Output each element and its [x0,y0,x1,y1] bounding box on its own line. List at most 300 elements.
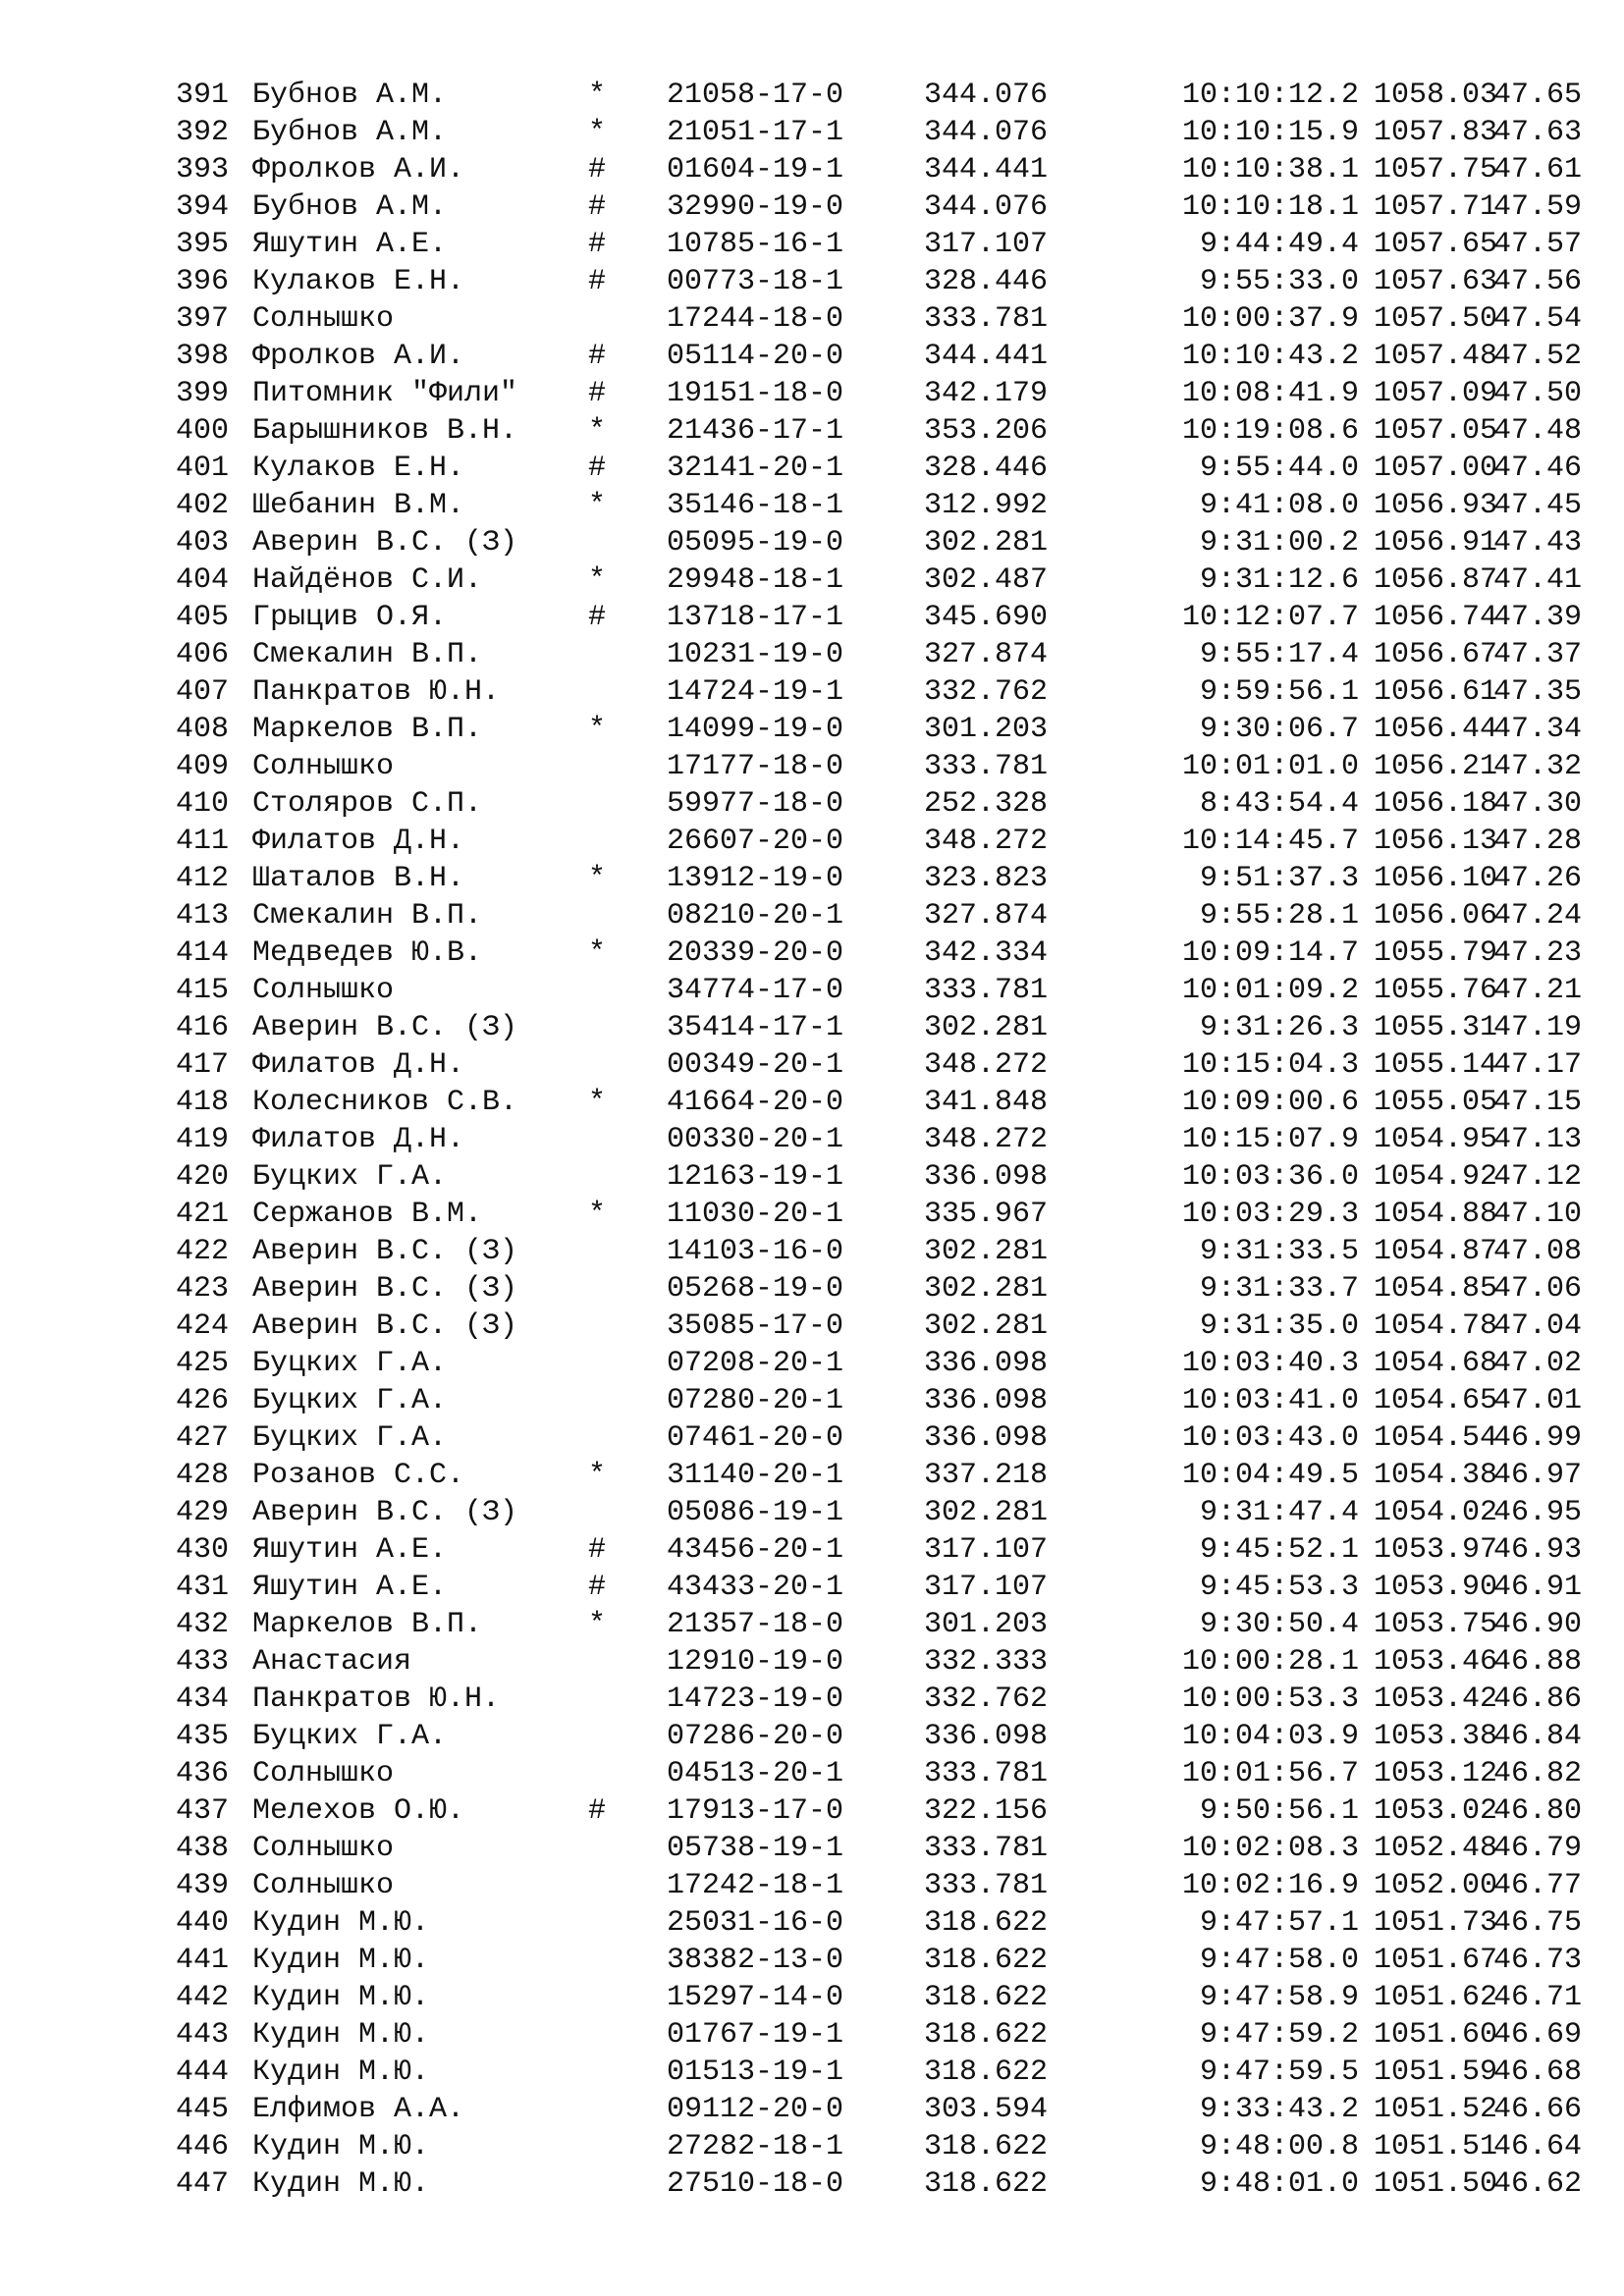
mark-symbol: * [588,936,607,970]
score-value: 46.95 [1492,1496,1582,1529]
result-row [176,338,1590,375]
distance-value: 353.206 [924,414,1049,448]
fancier-name: Солнышко [252,974,395,1007]
result-row [176,375,1590,412]
fancier-name: Буцких Г.А. [252,1347,448,1380]
result-row [176,897,1590,934]
rank-number: 444 [176,2056,230,2089]
fancier-name: Буцких Г.А. [252,1720,448,1753]
arrival-time: 9:47:59.5 [1199,2056,1359,2089]
score-value: 47.01 [1492,1384,1582,1417]
arrival-time: 10:04:03.9 [1181,1720,1359,1753]
ring-number: 32990-19-0 [667,190,844,224]
fancier-name: Панкратов Ю.Н. [252,1682,501,1716]
rank-number: 410 [176,787,230,821]
fancier-name: Кудин М.Ю. [252,2056,430,2089]
score-value: 46.77 [1492,1869,1582,1902]
ring-number: 01767-19-1 [667,2018,844,2052]
arrival-time: 9:55:28.1 [1199,899,1359,933]
result-row [176,1718,1590,1755]
ring-number: 13912-19-0 [667,862,844,895]
arrival-time: 9:55:44.0 [1199,452,1359,485]
rank-number: 396 [176,265,230,298]
score-value: 46.69 [1492,2018,1582,2052]
distance-value: 318.622 [924,2130,1049,2163]
distance-value: 332.333 [924,1645,1049,1679]
mark-symbol: * [588,79,607,112]
fancier-name: Столяров С.П. [252,787,483,821]
result-row [176,114,1590,151]
arrival-time: 10:19:08.6 [1181,414,1359,448]
arrival-time: 10:15:04.3 [1181,1048,1359,1082]
fancier-name: Аверин В.С. (З) [252,526,518,560]
distance-value: 336.098 [924,1347,1049,1380]
fancier-name: Аверин В.С. (З) [252,1309,518,1343]
score-value: 47.12 [1492,1160,1582,1194]
result-row [176,1979,1590,2016]
fancier-name: Яшутин А.Е. [252,228,448,261]
fancier-name: Питомник "Фили" [252,377,518,410]
fancier-name: Аверин В.С. (З) [252,1272,518,1306]
score-value: 47.54 [1492,302,1582,336]
rank-number: 395 [176,228,230,261]
score-value: 46.93 [1492,1533,1582,1567]
distance-value: 333.781 [924,1757,1049,1790]
speed-value: 1057.83 [1374,116,1498,149]
distance-value: 322.156 [924,1794,1049,1828]
distance-value: 327.874 [924,638,1049,671]
arrival-time: 10:10:38.1 [1181,153,1359,187]
speed-value: 1053.12 [1374,1757,1498,1790]
speed-value: 1053.42 [1374,1682,1498,1716]
speed-value: 1057.71 [1374,190,1498,224]
distance-value: 323.823 [924,862,1049,895]
fancier-name: Сержанов В.М. [252,1198,483,1231]
rank-number: 424 [176,1309,230,1343]
mark-symbol: # [588,1571,607,1604]
speed-value: 1053.46 [1374,1645,1498,1679]
score-value: 47.43 [1492,526,1582,560]
ring-number: 43456-20-1 [667,1533,844,1567]
speed-value: 1056.91 [1374,526,1498,560]
distance-value: 302.281 [924,1272,1049,1306]
ring-number: 07280-20-1 [667,1384,844,1417]
fancier-name: Буцких Г.А. [252,1160,448,1194]
score-value: 47.34 [1492,713,1582,746]
rank-number: 415 [176,974,230,1007]
result-row [176,1606,1590,1643]
mark-symbol: * [588,713,607,746]
mark-symbol: # [588,340,607,373]
score-value: 46.75 [1492,1906,1582,1940]
result-row [176,1158,1590,1196]
arrival-time: 9:51:37.3 [1199,862,1359,895]
result-row [176,188,1590,226]
score-value: 46.68 [1492,2056,1582,2089]
speed-value: 1051.51 [1374,2130,1498,2163]
fancier-name: Медведев Ю.В. [252,936,483,970]
result-row [176,1345,1590,1382]
ring-number: 07461-20-0 [667,1421,844,1455]
distance-value: 336.098 [924,1720,1049,1753]
rank-number: 408 [176,713,230,746]
ring-number: 08210-20-1 [667,899,844,933]
score-value: 46.80 [1492,1794,1582,1828]
arrival-time: 10:03:43.0 [1181,1421,1359,1455]
ring-number: 12910-19-0 [667,1645,844,1679]
speed-value: 1055.31 [1374,1011,1498,1044]
score-value: 47.45 [1492,489,1582,522]
rank-number: 409 [176,750,230,783]
result-row [176,673,1590,711]
arrival-time: 10:10:18.1 [1181,190,1359,224]
ring-number: 35414-17-1 [667,1011,844,1044]
arrival-time: 9:48:00.8 [1199,2130,1359,2163]
speed-value: 1056.06 [1374,899,1498,933]
rank-number: 406 [176,638,230,671]
ring-number: 35085-17-0 [667,1309,844,1343]
score-value: 47.61 [1492,153,1582,187]
speed-value: 1054.54 [1374,1421,1498,1455]
distance-value: 318.622 [924,2167,1049,2201]
speed-value: 1054.88 [1374,1198,1498,1231]
distance-value: 336.098 [924,1384,1049,1417]
rank-number: 423 [176,1272,230,1306]
mark-symbol: # [588,1533,607,1567]
fancier-name: Солнышко [252,1832,395,1865]
ring-number: 31140-20-1 [667,1459,844,1492]
speed-value: 1056.18 [1374,787,1498,821]
rank-number: 442 [176,1981,230,2014]
fancier-name: Шаталов В.Н. [252,862,465,895]
speed-value: 1057.65 [1374,228,1498,261]
result-row [176,1009,1590,1046]
result-row [176,226,1590,263]
fancier-name: Смекалин В.П. [252,899,483,933]
fancier-name: Кулаков Е.Н. [252,265,465,298]
fancier-name: Кудин М.Ю. [252,2018,430,2052]
distance-value: 337.218 [924,1459,1049,1492]
speed-value: 1057.09 [1374,377,1498,410]
arrival-time: 9:41:08.0 [1199,489,1359,522]
distance-value: 317.107 [924,1571,1049,1604]
arrival-time: 10:02:16.9 [1181,1869,1359,1902]
arrival-time: 10:03:40.3 [1181,1347,1359,1380]
result-row [176,1419,1590,1457]
distance-value: 302.487 [924,563,1049,597]
distance-value: 318.622 [924,2018,1049,2052]
distance-value: 301.203 [924,713,1049,746]
ring-number: 00349-20-1 [667,1048,844,1082]
ring-number: 21357-18-0 [667,1608,844,1641]
fancier-name: Филатов Д.Н. [252,825,465,858]
arrival-time: 9:47:59.2 [1199,2018,1359,2052]
result-row [176,561,1590,599]
arrival-time: 9:55:33.0 [1199,265,1359,298]
fancier-name: Солнышко [252,750,395,783]
distance-value: 302.281 [924,1011,1049,1044]
result-row [176,2016,1590,2054]
rank-number: 431 [176,1571,230,1604]
distance-value: 344.441 [924,153,1049,187]
result-row [176,1904,1590,1942]
fancier-name: Кудин М.Ю. [252,1906,430,1940]
mark-symbol: # [588,452,607,485]
speed-value: 1053.02 [1374,1794,1498,1828]
arrival-time: 9:33:43.2 [1199,2093,1359,2126]
rank-number: 446 [176,2130,230,2163]
mark-symbol: * [588,414,607,448]
distance-value: 333.781 [924,302,1049,336]
score-value: 47.46 [1492,452,1582,485]
mark-symbol: # [588,601,607,634]
result-row [176,785,1590,823]
distance-value: 332.762 [924,1682,1049,1716]
arrival-time: 10:14:45.7 [1181,825,1359,858]
ring-number: 29948-18-1 [667,563,844,597]
score-value: 46.71 [1492,1981,1582,2014]
fancier-name: Кудин М.Ю. [252,1981,430,2014]
distance-value: 302.281 [924,526,1049,560]
fancier-name: Буцких Г.А. [252,1384,448,1417]
score-value: 47.24 [1492,899,1582,933]
ring-number: 09112-20-0 [667,2093,844,2126]
fancier-name: Солнышко [252,1757,395,1790]
fancier-name: Бубнов А.М. [252,116,448,149]
rank-number: 437 [176,1794,230,1828]
rank-number: 416 [176,1011,230,1044]
arrival-time: 9:45:52.1 [1199,1533,1359,1567]
results-sheet [176,77,1590,2203]
arrival-time: 9:31:12.6 [1199,563,1359,597]
score-value: 47.10 [1492,1198,1582,1231]
speed-value: 1056.61 [1374,675,1498,709]
ring-number: 10785-16-1 [667,228,844,261]
speed-value: 1054.78 [1374,1309,1498,1343]
result-row [176,1830,1590,1867]
fancier-name: Кудин М.Ю. [252,2130,430,2163]
distance-value: 333.781 [924,750,1049,783]
mark-symbol: * [588,1198,607,1231]
ring-number: 21051-17-1 [667,116,844,149]
rank-number: 435 [176,1720,230,1753]
arrival-time: 10:01:01.0 [1181,750,1359,783]
mark-symbol: # [588,190,607,224]
distance-value: 348.272 [924,1123,1049,1156]
ring-number: 14724-19-1 [667,675,844,709]
rank-number: 391 [176,79,230,112]
ring-number: 05114-20-0 [667,340,844,373]
fancier-name: Маркелов В.П. [252,713,483,746]
speed-value: 1054.87 [1374,1235,1498,1268]
mark-symbol: * [588,1608,607,1641]
arrival-time: 10:10:15.9 [1181,116,1359,149]
fancier-name: Фролков А.И. [252,340,465,373]
mark-symbol: # [588,377,607,410]
ring-number: 12163-19-1 [667,1160,844,1194]
distance-value: 317.107 [924,1533,1049,1567]
speed-value: 1055.76 [1374,974,1498,1007]
distance-value: 252.328 [924,787,1049,821]
result-row [176,1942,1590,1979]
arrival-time: 9:31:26.3 [1199,1011,1359,1044]
fancier-name: Кудин М.Ю. [252,1944,430,1977]
distance-value: 328.446 [924,452,1049,485]
rank-number: 439 [176,1869,230,1902]
fancier-name: Филатов Д.Н. [252,1123,465,1156]
speed-value: 1054.65 [1374,1384,1498,1417]
arrival-time: 10:04:49.5 [1181,1459,1359,1492]
result-row [176,599,1590,636]
distance-value: 344.076 [924,190,1049,224]
ring-number: 14099-19-0 [667,713,844,746]
arrival-time: 10:03:29.3 [1181,1198,1359,1231]
ring-number: 19151-18-0 [667,377,844,410]
distance-value: 335.967 [924,1198,1049,1231]
ring-number: 05095-19-0 [667,526,844,560]
speed-value: 1056.87 [1374,563,1498,597]
arrival-time: 10:01:09.2 [1181,974,1359,1007]
mark-symbol: * [588,563,607,597]
mark-symbol: # [588,153,607,187]
score-value: 46.91 [1492,1571,1582,1604]
ring-number: 07286-20-0 [667,1720,844,1753]
distance-value: 303.594 [924,2093,1049,2126]
rank-number: 400 [176,414,230,448]
speed-value: 1057.05 [1374,414,1498,448]
ring-number: 13718-17-1 [667,601,844,634]
distance-value: 345.690 [924,601,1049,634]
score-value: 47.37 [1492,638,1582,671]
result-row [176,1681,1590,1718]
arrival-time: 9:31:47.4 [1199,1496,1359,1529]
score-value: 47.17 [1492,1048,1582,1082]
score-value: 47.48 [1492,414,1582,448]
arrival-time: 10:09:00.6 [1181,1086,1359,1119]
result-row [176,1270,1590,1308]
ring-number: 21436-17-1 [667,414,844,448]
score-value: 46.79 [1492,1832,1582,1865]
arrival-time: 10:10:12.2 [1181,79,1359,112]
fancier-name: Бубнов А.М. [252,190,448,224]
speed-value: 1051.52 [1374,2093,1498,2126]
speed-value: 1051.67 [1374,1944,1498,1977]
ring-number: 07208-20-1 [667,1347,844,1380]
speed-value: 1055.14 [1374,1048,1498,1082]
arrival-time: 10:02:08.3 [1181,1832,1359,1865]
arrival-time: 10:00:53.3 [1181,1682,1359,1716]
fancier-name: Маркелов В.П. [252,1608,483,1641]
mark-symbol: * [588,1459,607,1492]
speed-value: 1051.73 [1374,1906,1498,1940]
arrival-time: 10:08:41.9 [1181,377,1359,410]
score-value: 47.59 [1492,190,1582,224]
rank-number: 397 [176,302,230,336]
ring-number: 27510-18-0 [667,2167,844,2201]
speed-value: 1051.59 [1374,2056,1498,2089]
distance-value: 318.622 [924,2056,1049,2089]
fancier-name: Филатов Д.Н. [252,1048,465,1082]
arrival-time: 10:00:28.1 [1181,1645,1359,1679]
result-row [176,1531,1590,1569]
score-value: 47.39 [1492,601,1582,634]
result-row [176,860,1590,897]
result-row [176,1233,1590,1270]
arrival-time: 9:47:58.0 [1199,1944,1359,1977]
speed-value: 1055.05 [1374,1086,1498,1119]
fancier-name: Яшутин А.Е. [252,1533,448,1567]
result-row [176,748,1590,785]
rank-number: 394 [176,190,230,224]
score-value: 47.63 [1492,116,1582,149]
fancier-name: Барышников В.Н. [252,414,518,448]
result-row [176,972,1590,1009]
ring-number: 10231-19-0 [667,638,844,671]
arrival-time: 9:30:50.4 [1199,1608,1359,1641]
mark-symbol: * [588,489,607,522]
arrival-time: 9:31:33.7 [1199,1272,1359,1306]
distance-value: 318.622 [924,1906,1049,1940]
rank-number: 401 [176,452,230,485]
distance-value: 318.622 [924,1944,1049,1977]
result-row [176,450,1590,487]
rank-number: 434 [176,1682,230,1716]
fancier-name: Розанов С.С. [252,1459,465,1492]
result-row [176,412,1590,450]
ring-number: 17244-18-0 [667,302,844,336]
ring-number: 41664-20-0 [667,1086,844,1119]
ring-number: 34774-17-0 [667,974,844,1007]
rank-number: 427 [176,1421,230,1455]
arrival-time: 10:15:07.9 [1181,1123,1359,1156]
fancier-name: Фролков А.И. [252,153,465,187]
rank-number: 421 [176,1198,230,1231]
rank-number: 419 [176,1123,230,1156]
fancier-name: Аверин В.С. (З) [252,1011,518,1044]
result-row [176,2054,1590,2091]
arrival-time: 10:10:43.2 [1181,340,1359,373]
score-value: 46.90 [1492,1608,1582,1641]
arrival-time: 10:03:36.0 [1181,1160,1359,1194]
ring-number: 59977-18-0 [667,787,844,821]
arrival-time: 9:47:57.1 [1199,1906,1359,1940]
ring-number: 17913-17-0 [667,1794,844,1828]
speed-value: 1053.38 [1374,1720,1498,1753]
ring-number: 01604-19-1 [667,153,844,187]
arrival-time: 9:45:53.3 [1199,1571,1359,1604]
ring-number: 43433-20-1 [667,1571,844,1604]
speed-value: 1056.93 [1374,489,1498,522]
rank-number: 399 [176,377,230,410]
score-value: 47.15 [1492,1086,1582,1119]
score-value: 46.62 [1492,2167,1582,2201]
rank-number: 414 [176,936,230,970]
result-row [176,1755,1590,1792]
speed-value: 1054.85 [1374,1272,1498,1306]
score-value: 47.06 [1492,1272,1582,1306]
rank-number: 420 [176,1160,230,1194]
mark-symbol: * [588,1086,607,1119]
distance-value: 302.281 [924,1309,1049,1343]
rank-number: 417 [176,1048,230,1082]
speed-value: 1057.63 [1374,265,1498,298]
speed-value: 1053.97 [1374,1533,1498,1567]
distance-value: 333.781 [924,974,1049,1007]
arrival-time: 10:03:41.0 [1181,1384,1359,1417]
speed-value: 1056.67 [1374,638,1498,671]
speed-value: 1057.75 [1374,153,1498,187]
speed-value: 1052.48 [1374,1832,1498,1865]
